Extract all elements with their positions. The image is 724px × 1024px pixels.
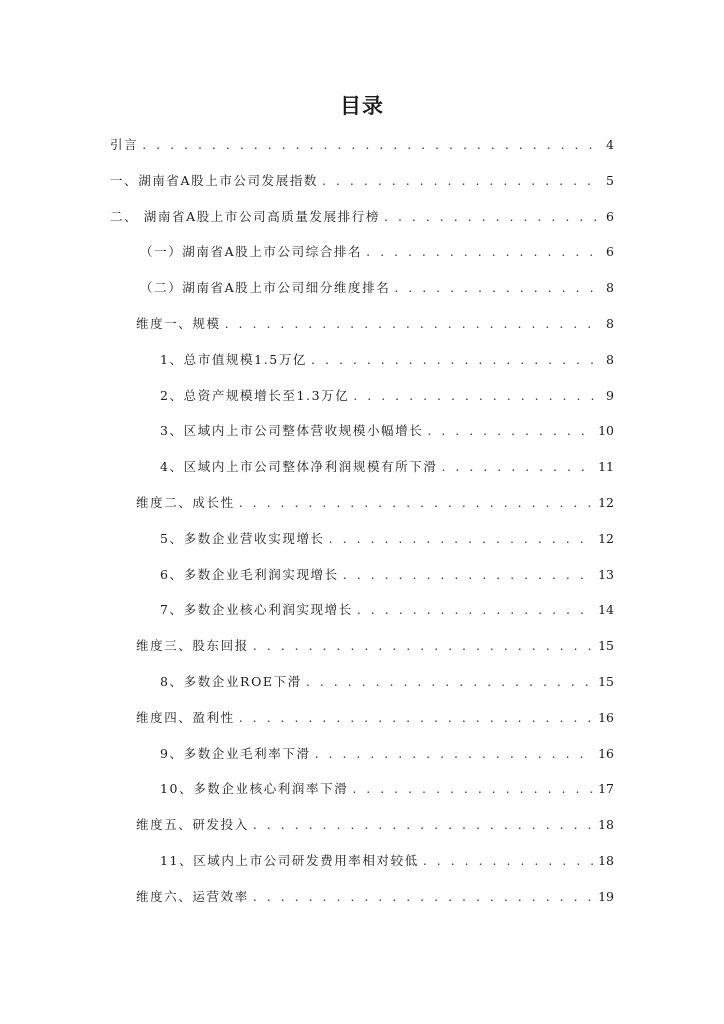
toc-entry[interactable] (160, 421, 614, 441)
toc-entry[interactable] (160, 565, 614, 585)
toc-entry-label: 9、多数企业毛利率下滑 (160, 746, 311, 761)
toc-entry[interactable] (160, 529, 614, 549)
toc-entry-page-number: 12 (598, 495, 614, 510)
toc-entry-page-number: 8 (606, 316, 614, 331)
toc-leader-dots (253, 815, 594, 835)
toc-entry-page-number: 4 (606, 137, 614, 152)
toc-entry-page-number: 5 (606, 173, 614, 188)
toc-entry-page-number: 19 (598, 889, 614, 904)
toc-leader-dots (343, 565, 594, 585)
toc-leader-dots (366, 242, 602, 262)
toc-entry[interactable] (160, 457, 614, 477)
toc-leader-dots (322, 171, 602, 191)
toc-entry-label: 6、多数企业毛利润实现增长 (160, 567, 339, 582)
toc-entry-label: 11、区域内上市公司研发费用率相对较低 (160, 853, 419, 868)
toc-entry-page-number: 18 (598, 853, 614, 868)
toc-entry-page-number: 9 (606, 388, 614, 403)
toc-entry-page-number: 14 (598, 602, 614, 617)
toc-leader-dots (239, 493, 594, 513)
toc-entry[interactable] (110, 207, 614, 227)
page-title: 目录 (340, 94, 384, 118)
toc-entry-label: 7、多数企业核心利润实现增长 (160, 602, 353, 617)
toc-entry-page-number: 6 (606, 209, 614, 224)
toc-entry[interactable] (140, 278, 614, 298)
toc-entry-label: （二）湖南省A股上市公司细分维度排名 (140, 280, 391, 295)
toc-entry-page-number: 15 (598, 638, 614, 653)
toc-entry-label: 5、多数企业营收实现增长 (160, 531, 325, 546)
toc-entry-page-number: 8 (606, 280, 614, 295)
toc-leader-dots (353, 386, 602, 406)
toc-entry-label: 二、 湖南省A股上市公司高质量发展排行榜 (110, 209, 381, 224)
toc-entry-page-number: 16 (598, 746, 614, 761)
toc-entry[interactable] (136, 314, 614, 334)
toc-entry[interactable] (136, 887, 614, 907)
toc-entry[interactable] (136, 708, 614, 728)
toc-entry[interactable] (136, 636, 614, 656)
toc-leader-dots (306, 672, 594, 692)
toc-leader-dots (423, 851, 594, 871)
toc-entry-label: 维度五、研发投入 (136, 817, 249, 832)
toc-leader-dots (384, 207, 602, 227)
toc-entry-page-number: 12 (598, 531, 614, 546)
toc-entry-label: 10、多数企业核心利润率下滑 (160, 781, 349, 796)
toc-entry-page-number: 13 (598, 567, 614, 582)
toc-entry-label: 4、区域内上市公司整体净利润规模有所下滑 (160, 459, 438, 474)
toc-leader-dots (315, 744, 595, 764)
toc-entry[interactable] (160, 350, 614, 370)
toc-entry-label: 1、总市值规模1.5万亿 (160, 352, 308, 367)
toc-leader-dots (142, 135, 602, 155)
toc-entry-label: 维度三、股东回报 (136, 638, 249, 653)
toc-entry[interactable] (160, 386, 614, 406)
toc-entry-page-number: 16 (598, 710, 614, 725)
toc-entry[interactable] (136, 493, 614, 513)
toc-leader-dots (441, 457, 594, 477)
toc-leader-dots (329, 529, 594, 549)
toc-leader-dots (253, 887, 594, 907)
toc-entry-label: （一）湖南省A股上市公司综合排名 (140, 244, 363, 259)
toc-entry-label: 引言 (110, 137, 139, 152)
toc-entry[interactable] (110, 171, 614, 191)
toc-entry-label: 维度四、盈利性 (136, 710, 235, 725)
toc-entry-label: 维度二、成长性 (136, 495, 235, 510)
toc-leader-dots (427, 421, 594, 441)
toc-entry[interactable] (160, 779, 614, 799)
toc-entry[interactable] (160, 672, 614, 692)
toc-entry-page-number: 15 (598, 674, 614, 689)
toc-entry[interactable] (140, 242, 614, 262)
toc-entry[interactable] (160, 600, 614, 620)
toc-leader-dots (253, 636, 594, 656)
toc-leader-dots (352, 779, 594, 799)
toc-entry-page-number: 17 (598, 781, 614, 796)
toc-entry-label: 3、区域内上市公司整体营收规模小幅增长 (160, 423, 424, 438)
toc-entry-label: 8、多数企业ROE下滑 (160, 674, 302, 689)
toc-leader-dots (225, 314, 602, 334)
toc-entry-label: 2、总资产规模增长至1.3万亿 (160, 388, 350, 403)
toc-entry-page-number: 8 (606, 352, 614, 367)
toc-leader-dots (311, 350, 602, 370)
toc-entry[interactable] (110, 135, 614, 155)
toc-leader-dots (357, 600, 594, 620)
toc-entry[interactable] (160, 851, 614, 871)
toc-entry-page-number: 6 (606, 244, 614, 259)
toc-entry[interactable] (136, 815, 614, 835)
toc-entry[interactable] (160, 744, 614, 764)
toc-entry-label: 维度六、运营效率 (136, 889, 249, 904)
toc-entry-page-number: 10 (598, 423, 614, 438)
toc-entry-page-number: 18 (598, 817, 614, 832)
toc-entry-page-number: 11 (598, 459, 614, 474)
toc-entry-label: 维度一、规模 (136, 316, 221, 331)
toc-entry-label: 一、湖南省A股上市公司发展指数 (110, 173, 319, 188)
toc-leader-dots (239, 708, 594, 728)
toc-leader-dots (394, 278, 602, 298)
